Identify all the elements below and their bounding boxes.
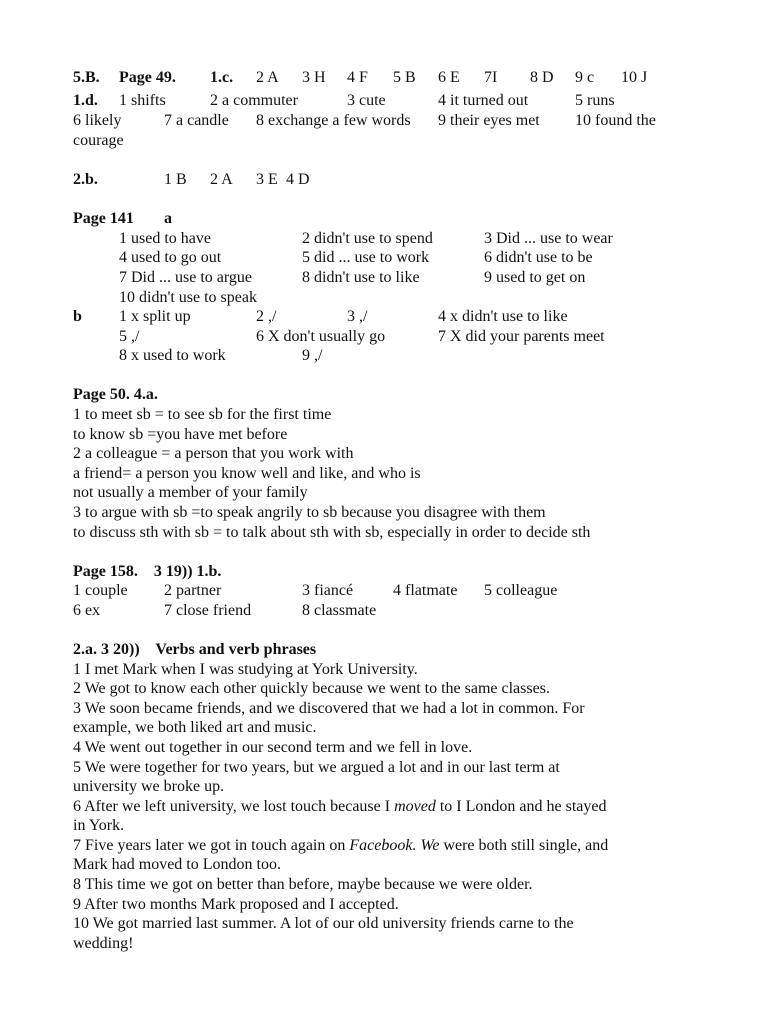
part-label: a: [164, 210, 172, 227]
text-line: example, we both liked art and music.: [73, 719, 317, 736]
answer-item: 5 colleague: [484, 582, 558, 599]
part-label: b: [73, 308, 82, 325]
text-line: a friend= a person you know well and like, and who is: [73, 465, 421, 482]
answer-item: 9 used to get on: [484, 269, 586, 286]
exercise-label: 1.c.: [210, 69, 234, 86]
answer-item: 3 E: [256, 171, 278, 188]
section-title: Page 158. 3 19)) 1.b.: [73, 563, 222, 580]
answer-item: 5 did ... use to work: [302, 249, 430, 266]
answer-item: 2 a commuter: [210, 92, 298, 109]
text-segment: were both still single, and: [439, 837, 609, 854]
answer-item: 6 didn't use to be: [484, 249, 593, 266]
answer-item: 10 J: [621, 69, 648, 86]
answer-item: 7I: [484, 69, 498, 86]
answer-item: 8 classmate: [302, 602, 377, 619]
text-segment: 7 Five years later we got in touch again on: [73, 837, 350, 854]
text-line: Mark had moved to London too.: [73, 856, 281, 873]
page-ref: Page 141: [73, 210, 134, 227]
answer-item: 4 F: [347, 69, 368, 86]
answer-item: 3 Did ... use to wear: [484, 230, 613, 247]
text-line: university we broke up.: [73, 778, 225, 795]
text-line: 2 We got to know each other quickly because we went to the same classes.: [73, 680, 550, 697]
text-line: [73, 836, 608, 856]
answer-item: 2 didn't use to spend: [302, 230, 433, 247]
answer-item: 9 ,/: [302, 347, 323, 364]
answer-item: 5 ,/: [119, 328, 140, 345]
text-line: 8 This time we got on better than before, maybe because we were older.: [73, 876, 533, 893]
answer-item: 9 their eyes met: [438, 112, 540, 129]
answer-item: 1 x split up: [119, 308, 191, 325]
answer-item: 6 X don't usually go: [256, 328, 386, 345]
answer-item: 4 x didn't use to like: [438, 308, 568, 325]
answer-item: 10 found the: [575, 112, 656, 129]
section-title: Page 50. 4.a.: [73, 386, 158, 403]
answer-continuation: courage: [73, 132, 124, 149]
answer-item: 3 fiancé: [302, 582, 354, 599]
answer-item: 5 runs: [575, 92, 615, 109]
exercise-label: 2.b.: [73, 171, 98, 188]
text-line: in York.: [73, 817, 125, 834]
answer-item: 2 A: [210, 171, 233, 188]
text-line: not usually a member of your family: [73, 484, 308, 501]
answer-item: 8 exchange a few words: [256, 112, 411, 129]
answer-item: 7 a candle: [164, 112, 229, 129]
answer-item: 5 B: [393, 69, 416, 86]
answer-item: 1 used to have: [119, 230, 211, 247]
text-segment: 6 After we left university, we lost touch because I: [73, 798, 395, 815]
answer-item: 2 partner: [164, 582, 222, 599]
answer-item: 1 shifts: [119, 92, 166, 109]
answer-item: 6 E: [438, 69, 460, 86]
text-line: 10 We got married last summer. A lot of our old university friends carne to the: [73, 915, 574, 932]
answer-item: 2 A: [256, 69, 279, 86]
text-line: 3 to argue with sb =to speak angrily to sb because you disagree with them: [73, 504, 546, 521]
answer-item: 6 likely: [73, 112, 122, 129]
page-ref: Page 49.: [119, 69, 176, 86]
text-line: [73, 797, 606, 817]
answer-item: 7 X did your parents meet: [438, 328, 605, 345]
answer-item: 4 flatmate: [393, 582, 458, 599]
answer-item: 3 cute: [347, 92, 386, 109]
section-title: 5.B.: [73, 69, 100, 86]
text-line: wedding!: [73, 935, 134, 952]
answer-item: 8 D: [530, 69, 554, 86]
text-line: 9 After two months Mark proposed and I accepted.: [73, 896, 399, 913]
answer-item: 9 c: [575, 69, 595, 86]
answer-item: 7 close friend: [164, 602, 252, 619]
answer-item: 4 used to go out: [119, 249, 222, 266]
text-line: 1 I met Mark when I was studying at York University.: [73, 661, 418, 678]
text-line: 5 We were together for two years, but we argued a lot and in our last term at: [73, 759, 560, 776]
answer-item: 3 ,/: [347, 308, 368, 325]
answer-item: 8 didn't use to like: [302, 269, 420, 286]
answer-item: 2 ,/: [256, 308, 277, 325]
answer-item: 4 it turned out: [438, 92, 529, 109]
exercise-label: 1.d.: [73, 92, 98, 109]
answer-item: 1 B: [164, 171, 187, 188]
answer-item: 8 x used to work: [119, 347, 226, 364]
answer-item: 4 D: [286, 171, 310, 188]
text-segment: to I London and he stayed: [435, 798, 607, 815]
emphasis-text: moved: [394, 798, 436, 815]
section-title: 2.a. 3 20)) Verbs and verb phrases: [73, 641, 317, 658]
answer-item: 6 ex: [73, 602, 101, 619]
answer-item: 10 didn't use to speak: [119, 289, 257, 306]
text-line: 3 We soon became friends, and we discovered that we had a lot in common. For: [73, 700, 585, 717]
answer-item: 7 Did ... use to argue: [119, 269, 253, 286]
answer-item: 3 H: [302, 69, 326, 86]
answer-item: 1 couple: [73, 582, 128, 599]
text-line: to know sb =you have met before: [73, 426, 288, 443]
text-line: 2 a colleague = a person that you work with: [73, 445, 354, 462]
emphasis-text: Facebook. We: [349, 837, 440, 854]
text-line: 1 to meet sb = to see sb for the first time: [73, 406, 332, 423]
text-line: to discuss sth with sb = to talk about sth with sb, especially in order to decide sth: [73, 524, 591, 541]
text-line: 4 We went out together in our second term and we fell in love.: [73, 739, 473, 756]
